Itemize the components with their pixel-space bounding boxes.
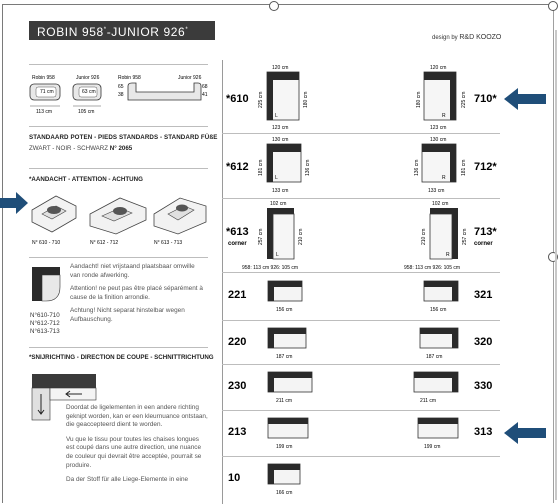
element-number-left: 213	[228, 426, 247, 438]
element-shape-left	[268, 464, 300, 484]
svg-text:L: L	[275, 113, 278, 119]
designer-prefix: design by	[432, 35, 458, 41]
title-robin: ROBIN 958	[37, 25, 104, 39]
title-sup: *	[103, 27, 107, 33]
attention-illustrations	[28, 188, 210, 250]
svg-text:R: R	[446, 252, 450, 258]
legs-heading: STANDAARD POTEN - PIEDS STANDARDS - STANDARD FÜßE	[29, 134, 218, 141]
element-number-left: 10	[228, 472, 241, 484]
svg-text:R: R	[442, 175, 446, 181]
element-number-left: 221	[228, 289, 247, 301]
element-number-right: 313	[474, 426, 493, 438]
dim-top-710: 120 cm	[430, 65, 447, 71]
scroll-indicator	[555, 30, 557, 500]
dim-top-612: 130 cm	[272, 137, 289, 143]
model-612: *612	[226, 161, 249, 173]
divider	[29, 257, 208, 258]
element-shape-right	[414, 372, 458, 392]
element-row-drawing	[222, 410, 500, 456]
accent-arrow-710	[504, 88, 546, 110]
model-712: 712*	[474, 161, 497, 173]
model-613: *613	[226, 226, 249, 238]
cut-text-fr: Vu que le tissu pour toutes les chaises longues est coupé dans une autre direction, une nuance de couleur qui devrait être acceptée, pourrait se produire.	[66, 435, 202, 469]
cut-text-de: Da der Stoff für alle Liege-Elemente in eine	[66, 476, 189, 484]
element-dim-left: 211 cm	[276, 398, 293, 404]
dim-side-713-b: 257 cm	[462, 228, 468, 245]
element-dim-left: 199 cm	[276, 444, 293, 450]
caption-610: N° 610 - 710	[32, 240, 61, 246]
side-profile-shape	[128, 83, 201, 100]
title-bar	[29, 21, 215, 40]
element-shape-left	[268, 372, 312, 392]
element-shape-right	[420, 328, 458, 348]
model-713: 713*	[474, 226, 497, 238]
cut-text-nl: Doordat de ligelementen in een andere richting geknipt worden, kan er een kleurnuance ontstaan, die geaccepteerd dient te worden.	[66, 404, 208, 429]
model-613-sub: corner	[228, 241, 247, 247]
dim-top-713: 102 cm	[432, 201, 449, 207]
dim-side-613-a: 257 cm	[258, 228, 264, 245]
dim-side-710-a: 180 cm	[416, 91, 422, 108]
element-number-left: 230	[228, 380, 247, 392]
dim-top-712: 130 cm	[430, 137, 447, 143]
designer-credit	[432, 34, 501, 41]
corner-note-fr: Attention! ne peut pas être placé séparément à cause de la finition arrondie.	[70, 285, 203, 301]
element-dim-right: 156 cm	[430, 307, 447, 313]
corner-row-610	[222, 62, 500, 134]
dim-63: 63 cm	[82, 89, 96, 95]
element-row	[222, 410, 500, 456]
element-number-right: 321	[474, 289, 493, 301]
divider	[29, 64, 208, 65]
element-shape-left	[268, 281, 302, 301]
selection-handle-top-right[interactable]	[548, 1, 558, 11]
divider	[29, 126, 208, 127]
cut-heading: *SNIJRICHTING - DIRECTION DE COUPE - SCHNITTRICHTUNG	[29, 354, 214, 361]
svg-text:L: L	[276, 252, 279, 258]
accent-arrow-313	[504, 422, 546, 444]
dim-side-610-a: 225 cm	[258, 91, 264, 108]
corner-illustration-610	[32, 196, 76, 232]
svg-text:R: R	[442, 113, 446, 119]
element-dim-right: 199 cm	[424, 444, 441, 450]
element-dim-right: 211 cm	[420, 398, 437, 404]
dim-bot-712: 133 cm	[428, 188, 445, 194]
corner-row-613	[222, 199, 500, 273]
corner-row-612	[222, 134, 500, 198]
caption-613: N° 613 - 713	[154, 240, 183, 246]
title-sup-2: *	[185, 27, 189, 33]
robin-label-2: Robin 958	[118, 75, 141, 81]
element-dim-left: 166 cm	[276, 490, 293, 496]
corner-note-text	[70, 263, 206, 325]
element-number-right: 330	[474, 380, 493, 392]
corner-710-shape	[424, 72, 456, 120]
corner-712-shape	[422, 144, 456, 182]
dim-side-710-b: 225 cm	[461, 91, 467, 108]
model-610: *610	[226, 93, 249, 105]
dim-side-612-a: 181 cm	[258, 159, 264, 176]
corner-numbers	[30, 312, 60, 336]
dim-side-712-b: 181 cm	[461, 159, 467, 176]
dim-41: 41	[202, 92, 208, 98]
dim-105: 105 cm	[78, 109, 95, 115]
attention-heading: *AANDACHT - ATTENTION - ACHTUNG	[29, 176, 143, 183]
legs-color-text: ZWART - NOIR - SCHWARZ	[29, 145, 109, 152]
cut-text	[66, 404, 208, 485]
model-710: 710*	[474, 93, 497, 105]
arrow-left-icon	[504, 422, 546, 444]
corner-612-shape	[267, 144, 301, 182]
dim-bot-613: 958: 113 cm 926: 105 cm	[242, 265, 299, 271]
element-number-left: 220	[228, 336, 247, 348]
element-dim-left: 187 cm	[276, 354, 293, 360]
dim-side-713-a: 210 cm	[421, 228, 427, 245]
corner-610-shape	[267, 72, 299, 120]
element-shape-right	[424, 281, 458, 301]
dim-side-712-a: 136 cm	[414, 159, 420, 176]
corner-note-illustration	[30, 265, 62, 303]
element-rows	[222, 273, 500, 504]
element-row-drawing	[222, 320, 500, 364]
corner-note-nl: Aandacht! niet vrijstaand plaatsbaar omwille van ronde afwerking.	[70, 263, 195, 279]
dim-bot-610: 123 cm	[272, 125, 289, 131]
legs-colors	[29, 145, 132, 152]
corner-number: N°613-713	[30, 328, 60, 335]
dim-side-613-b: 210 cm	[298, 228, 304, 245]
element-row	[222, 456, 500, 504]
divider	[29, 347, 208, 348]
junior-label-2: Junior 926	[178, 75, 202, 81]
junior-label: Junior 926	[76, 75, 100, 81]
dim-bot-710: 123 cm	[430, 125, 447, 131]
element-shape-left	[268, 328, 306, 348]
arrow-left-icon	[504, 88, 546, 110]
dim-bot-612: 133 cm	[272, 188, 289, 194]
element-row	[222, 364, 500, 410]
corner-713-shape	[430, 208, 458, 259]
robin-label: Robin 958	[32, 75, 55, 81]
designer-name: R&D KOOZO	[459, 34, 502, 41]
element-row-drawing	[222, 273, 500, 320]
element-row	[222, 273, 500, 320]
element-row	[222, 320, 500, 364]
element-shape-right	[418, 418, 458, 438]
title-junior: -JUNIOR 926	[106, 25, 186, 39]
dim-71: 71 cm	[40, 89, 54, 95]
dim-65: 65	[118, 84, 124, 90]
corner-number: N°612-712	[30, 320, 60, 327]
element-row-drawing	[222, 456, 500, 504]
dim-side-610-b: 180 cm	[303, 91, 309, 108]
dim-top-613: 102 cm	[270, 201, 287, 207]
element-dim-left: 156 cm	[276, 307, 293, 313]
corner-613-shape	[267, 208, 294, 259]
attention-arrow	[0, 192, 30, 214]
dim-68: 68	[202, 84, 208, 90]
armrest-diagrams	[28, 74, 210, 118]
element-dim-right: 187 cm	[426, 354, 443, 360]
corner-number: N°610-710	[30, 312, 60, 319]
dim-38: 38	[118, 92, 124, 98]
caption-612: N° 612 - 712	[90, 240, 119, 246]
svg-text:L: L	[275, 175, 278, 181]
dim-113: 113 cm	[36, 109, 53, 115]
dim-top-610: 120 cm	[272, 65, 289, 71]
model-713-sub: corner	[474, 241, 493, 247]
selection-handle-top[interactable]	[269, 1, 279, 11]
corner-illustration-613	[154, 198, 206, 234]
element-shape-left	[268, 418, 308, 438]
element-number-right: 320	[474, 336, 493, 348]
element-row-drawing	[222, 364, 500, 410]
legs-number: N° 2065	[109, 145, 133, 152]
dim-side-612-b: 136 cm	[305, 159, 311, 176]
corner-illustration-612	[90, 198, 146, 234]
arrow-right-icon	[0, 192, 28, 214]
dim-bot-713: 958: 113 cm 926: 105 cm	[404, 265, 461, 271]
divider	[29, 168, 208, 169]
corner-note-de: Achtung! Nicht separat hinstelbar wegen Aufbauschung.	[70, 307, 185, 323]
